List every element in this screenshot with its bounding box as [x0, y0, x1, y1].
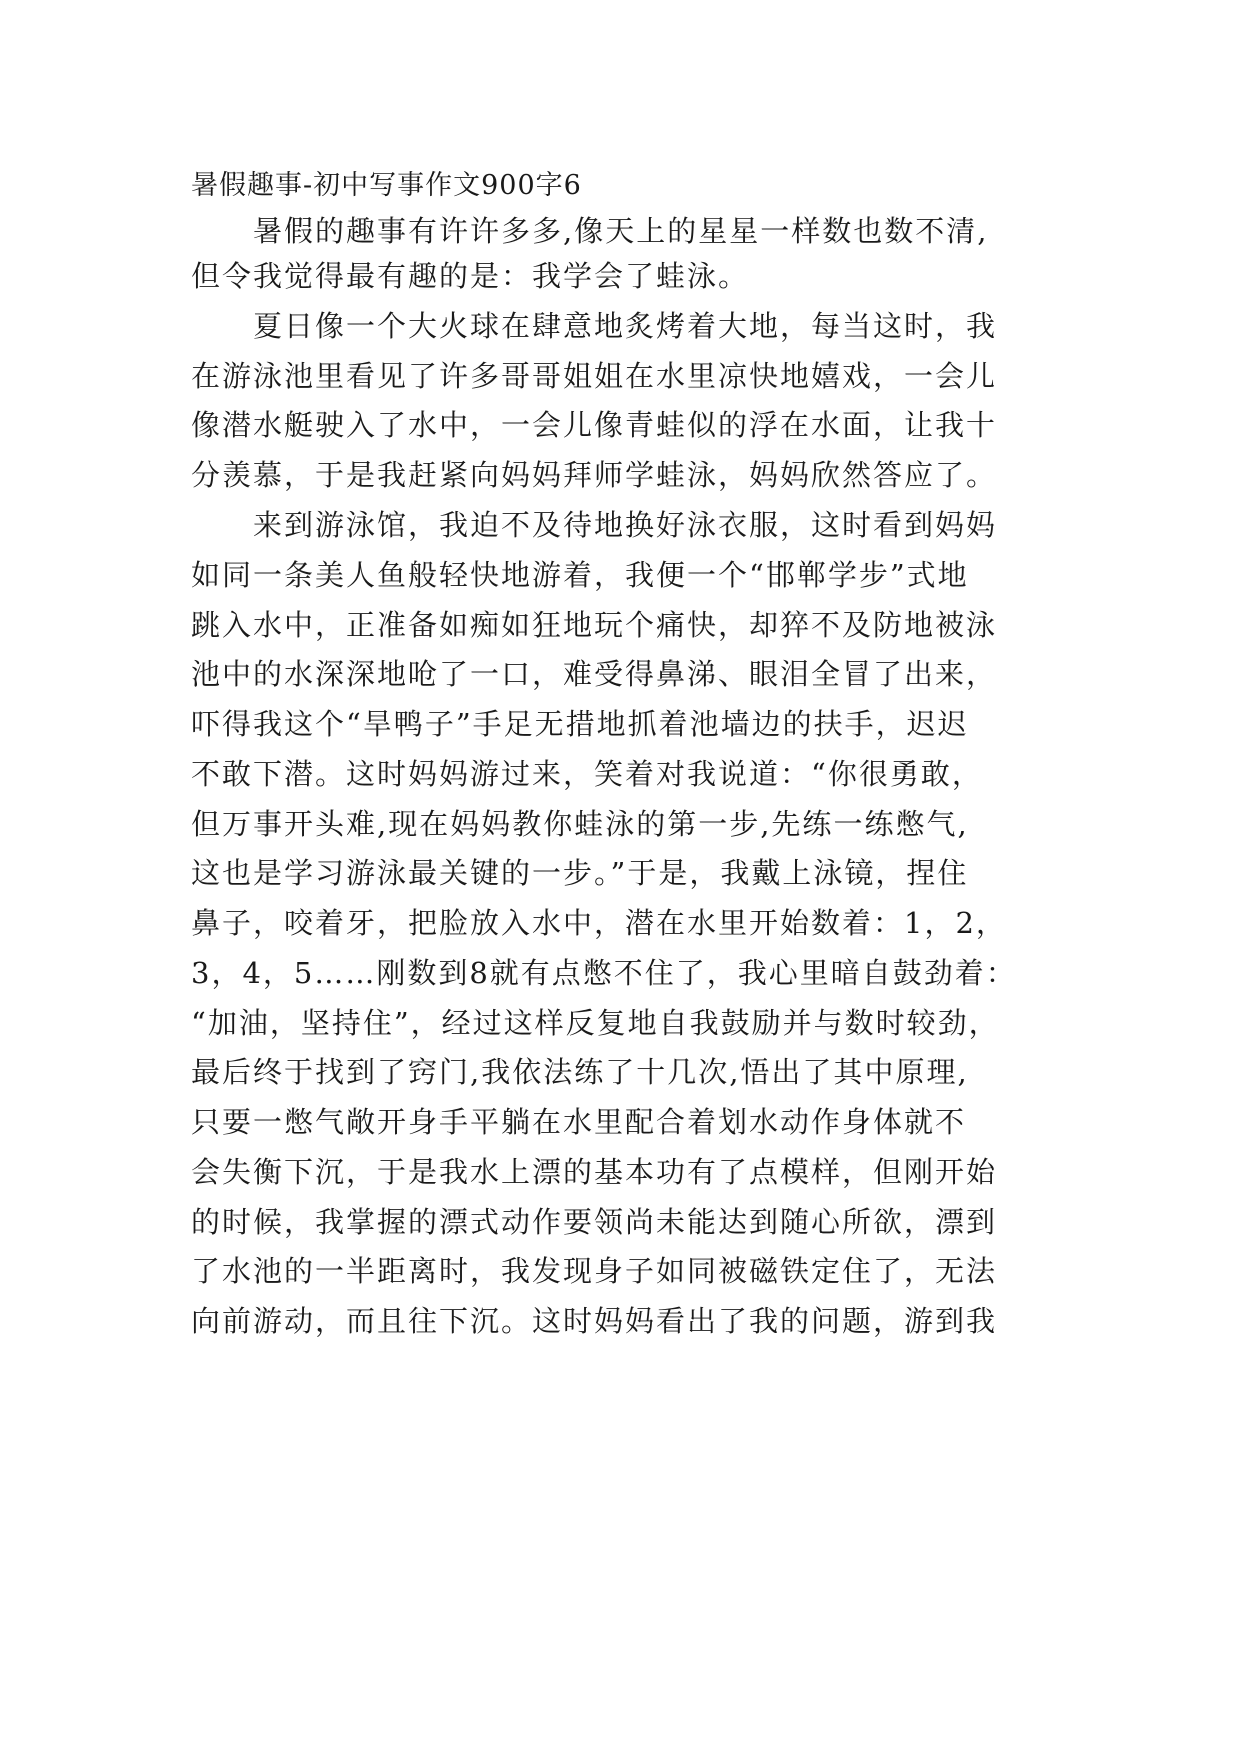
body-line: 向前游动，而且往下沉。这时妈妈看出了我的问题，游到我: [191, 1304, 998, 1338]
document-title: 暑假趣事-初中写事作文900字6: [191, 170, 582, 201]
body-line: 但令我觉得最有趣的是：我学会了蛙泳。: [191, 259, 750, 293]
body-line: 吓得我这个“旱鸭子”手足无措地抓着池墙边的扶手，迟迟: [191, 707, 969, 741]
body-line: “加油，坚持住”，经过这样反复地自我鼓励并与数时较劲，: [191, 1006, 1000, 1040]
body-line: 了水池的一半距离时，我发现身子如同被磁铁定住了，无法: [191, 1254, 998, 1288]
body-line: 像潜水艇驶入了水中，一会儿像青蛙似的浮在水面，让我十: [191, 408, 998, 442]
body-line: 这也是学习游泳最关键的一步。”于是，我戴上泳镜，捏住: [191, 856, 969, 890]
body-line: 只要一憋气敞开身手平躺在水里配合着划水动作身体就不: [191, 1105, 967, 1139]
body-line: 最后终于找到了窍门,我依法练了十几次,悟出了其中原理,: [191, 1055, 969, 1089]
body-line: 会失衡下沉，于是我水上漂的基本功有了点模样，但刚开始: [191, 1155, 998, 1189]
body-line: 在游泳池里看见了许多哥哥姐姐在水里凉快地嬉戏，一会儿: [191, 359, 998, 393]
body-line: 但万事开头难,现在妈妈教你蛙泳的第一步,先练一练憋气,: [191, 807, 969, 841]
body-line: 池中的水深深地呛了一口，难受得鼻涕、眼泪全冒了出来，: [191, 657, 998, 691]
body-line: 暑假的趣事有许许多多,像天上的星星一样数也数不清,: [191, 214, 989, 248]
body-line: 如同一条美人鱼般轻快地游着，我便一个“邯郸学步”式地: [191, 558, 969, 592]
body-line: 鼻子，咬着牙，把脸放入水中，潜在水里开始数着：1，2，: [191, 906, 1007, 940]
body-line: 分羡慕，于是我赶紧向妈妈拜师学蛙泳，妈妈欣然答应了。: [191, 458, 998, 492]
body-line: 跳入水中，正准备如痴如狂地玩个痛快，却猝不及防地被泳: [191, 608, 998, 642]
body-line: 不敢下潜。这时妈妈游过来，笑着对我说道：“你很勇敢，: [191, 757, 983, 791]
body-line: 3，4，5……刚数到8就有点憋不住了，我心里暗自鼓劲着：: [191, 956, 1017, 990]
body-line: 来到游泳馆，我迫不及待地换好泳衣服，这时看到妈妈: [191, 508, 998, 542]
body-line: 的时候，我掌握的漂式动作要领尚未能达到随心所欲，漂到: [191, 1205, 998, 1239]
body-line: 夏日像一个大火球在肆意地炙烤着大地，每当这时，我: [191, 309, 998, 343]
